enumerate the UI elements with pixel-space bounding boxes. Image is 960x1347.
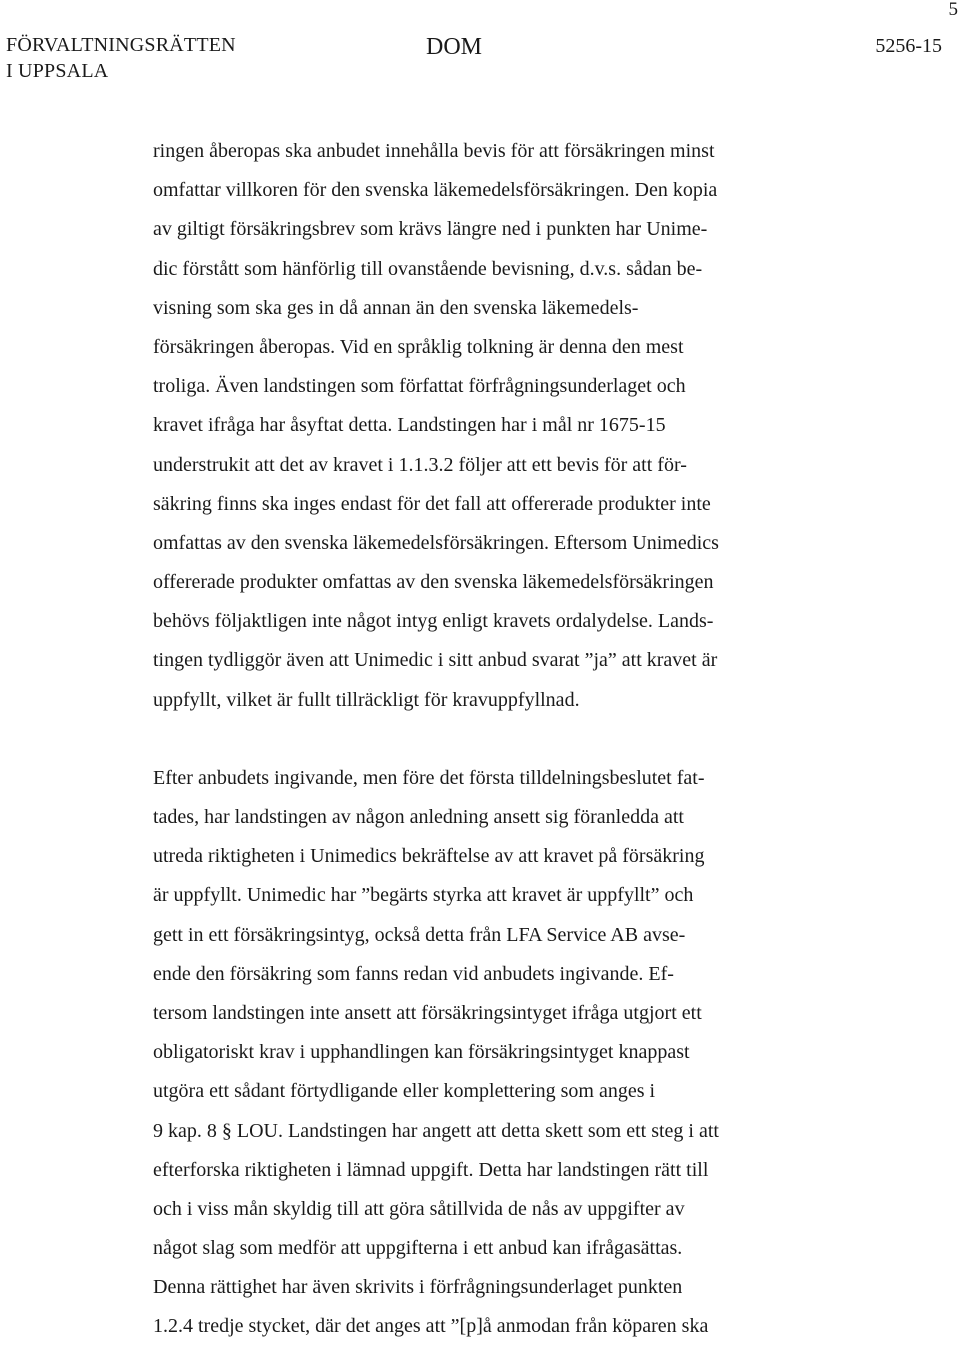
text-line: är uppfyllt. Unimedic har ”begärts styrka att kravet är uppfyllt” och [153, 884, 694, 907]
text-line: utgöra ett sådant förtydligande eller komplettering som anges i [153, 1080, 656, 1103]
paragraph-2 [153, 759, 813, 1347]
body-text [153, 132, 813, 1347]
text-line: offererade produkter omfattas av den svenska läkemedelsförsäkringen [153, 571, 714, 594]
text-line: behövs följaktligen inte något intyg enligt kravets ordalydelse. Lands- [153, 610, 714, 633]
text-line: Denna rättighet har även skrivits i förfrågningsunderlaget punkten [153, 1276, 683, 1299]
paragraph-1 [153, 132, 813, 720]
text-line: 1.2.4 tredje stycket, där det anges att ”[p]å anmodan från köparen ska [153, 1315, 709, 1338]
text-line: understrukit att det av kravet i 1.1.3.2 följer att ett bevis för att för- [153, 453, 687, 476]
text-line: säkring finns ska inges endast för det fall att offererade produkter inte [153, 492, 711, 515]
text-line: kravet ifråga har åsyftat detta. Landstingen har i mål nr 1675-15 [153, 414, 666, 437]
text-line: efterforska riktigheten i lämnad uppgift. Detta har landstingen rätt till [153, 1158, 709, 1181]
text-line: omfattar villkoren för den svenska läkemedelsförsäkringen. Den kopia [153, 179, 718, 202]
page-number: 5 [948, 0, 958, 20]
text-line: ende den försäkring som fanns redan vid anbudets ingivande. Ef- [153, 962, 674, 985]
text-line: och i viss mån skyldig till att göra såtillvida de nås av uppgifter av [153, 1197, 685, 1220]
text-line: tades, har landstingen av någon anledning ansett sig föranledda att [153, 806, 684, 828]
text-line: visning som ska ges in då annan än den svenska läkemedels- [153, 296, 639, 319]
text-line: Efter anbudets ingivande, men före det första tilldelningsbeslutet fat- [153, 766, 705, 789]
case-number: 5256-15 [875, 35, 942, 57]
text-line: av giltigt försäkringsbrev som krävs längre ned i punkten har Unime- [153, 218, 708, 241]
text-line: dic förstått som hänförlig till ovanstående bevisning, d.v.s. sådan be- [153, 257, 703, 280]
text-line: obligatoriskt krav i upphandlingen kan försäkringsintyget knappast [153, 1041, 690, 1064]
court-name-line-1: FÖRVALTNINGSRÄTTEN [6, 34, 236, 56]
text-line: något slag som medför att uppgifterna i ett anbud kan ifrågasättas. [153, 1237, 683, 1260]
paragraph-spacer [153, 720, 813, 759]
text-line: tingen tydliggör även att Unimedic i sitt anbud svarat ”ja” att kravet är [153, 649, 718, 672]
text-line: ringen åberopas ska anbudet innehålla bevis för att försäkringen minst [153, 140, 715, 162]
text-line: uppfyllt, vilket är fullt tillräckligt för kravuppfyllnad. [153, 688, 580, 711]
text-line: försäkringen åberopas. Vid en språklig tolkning är denna den mest [153, 335, 684, 358]
text-line: gett in ett försäkringsintyg, också detta från LFA Service AB avse- [153, 923, 686, 946]
text-line: troliga. Även landstingen som författat förfrågningsunderlaget och [153, 375, 686, 398]
text-line: tersom landstingen inte ansett att försäkringsintyget ifråga utgjort ett [153, 1001, 702, 1024]
court-name [6, 32, 236, 84]
court-name-line-2: I UPPSALA [6, 60, 109, 82]
text-line: omfattas av den svenska läkemedelsförsäkringen. Eftersom Unimedics [153, 531, 719, 554]
text-line: 9 kap. 8 § LOU. Landstingen har angett att detta skett som ett steg i att [153, 1119, 719, 1142]
document-header [6, 32, 942, 92]
text-line: utreda riktigheten i Unimedics bekräftelse av att kravet på försäkring [153, 845, 705, 868]
document-type: DOM [426, 34, 483, 60]
